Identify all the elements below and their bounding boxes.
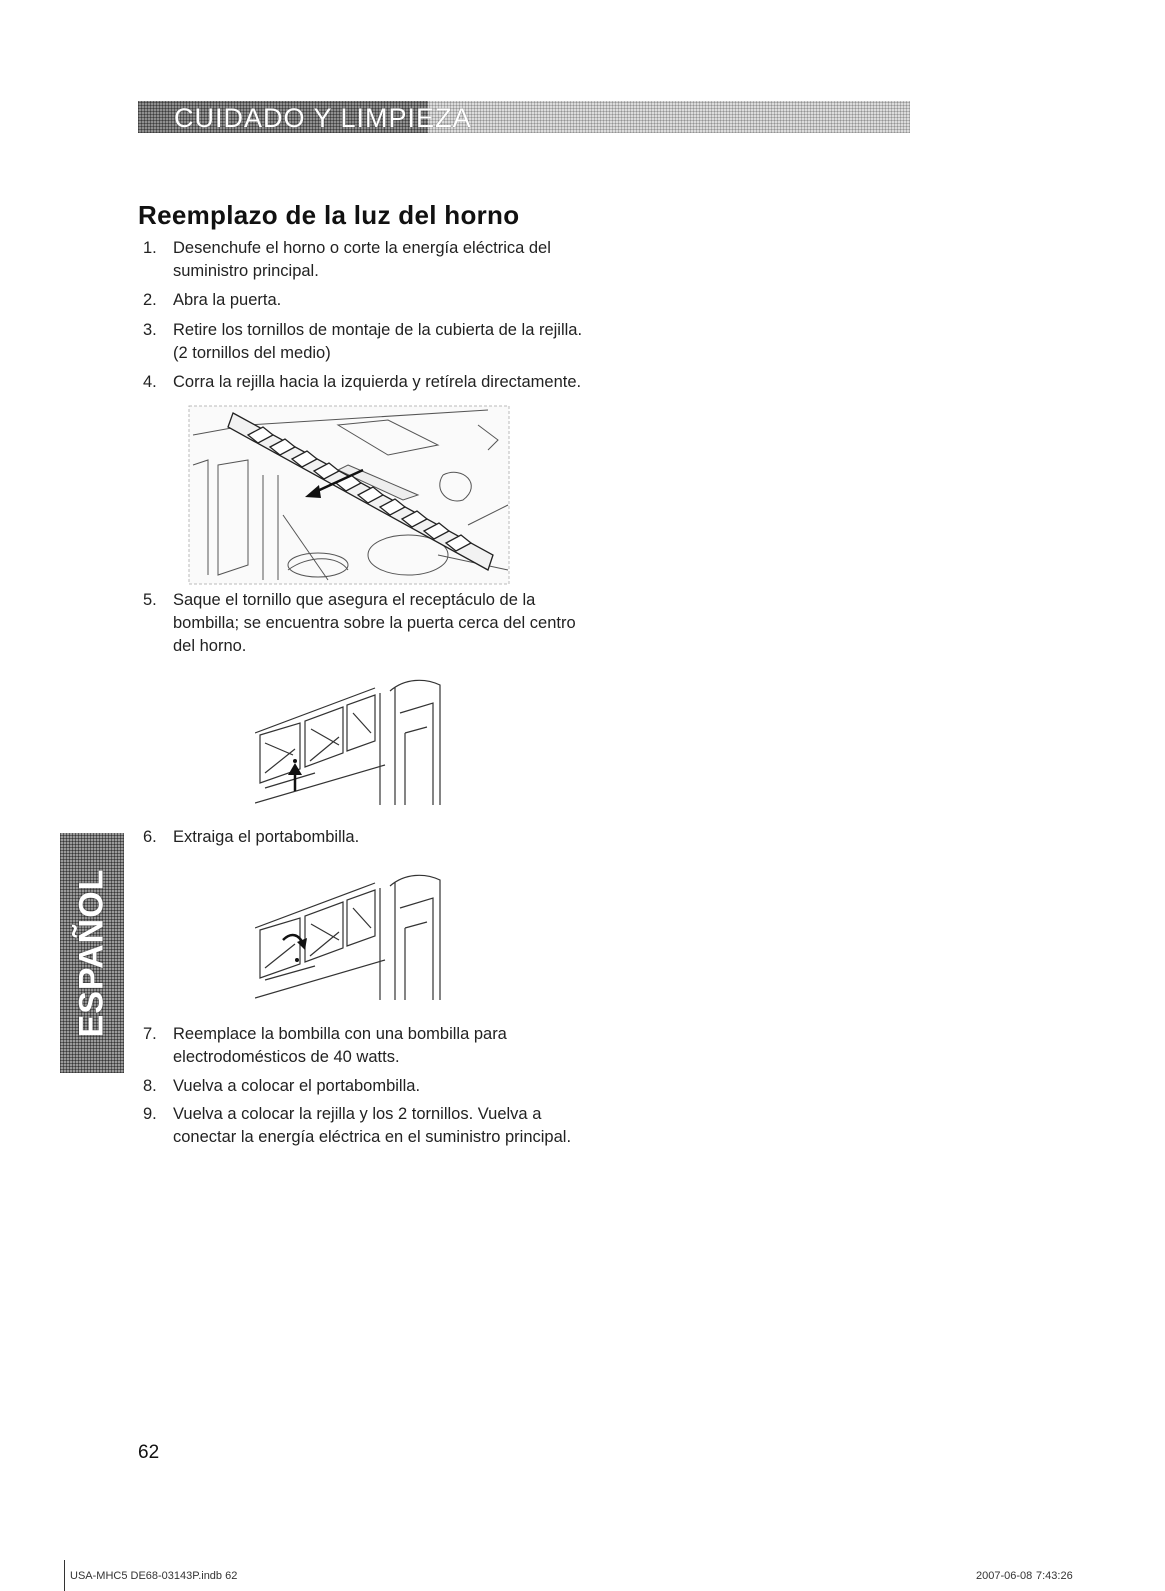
language-side-tab xyxy=(60,833,124,1073)
step-number: 4. xyxy=(143,373,157,391)
step-text: Retire los tornillos de montaje de la cubierta de la rejilla. (2 tornillos del medio) xyxy=(173,321,583,362)
language-label: ESPAÑOL xyxy=(72,868,111,1038)
step-text: Saque el tornillo que asegura el receptáculo de la bombilla; se encuentra sobre la puerta cerca del centro del horno. xyxy=(173,591,576,655)
step-1 xyxy=(143,237,583,283)
step-5 xyxy=(143,589,583,658)
step-number: 7. xyxy=(143,1025,157,1043)
step-text: Desenchufe el horno o corte la energía eléctrica del suministro principal. xyxy=(173,239,551,280)
step-6 xyxy=(143,826,583,849)
step-text: Vuelva a colocar el portabombilla. xyxy=(173,1077,421,1095)
section-header-title: CUIDADO Y LIMPIEZA xyxy=(174,103,472,133)
step-number: 1. xyxy=(143,239,157,257)
bulb-receptacle-screw-illustration xyxy=(255,673,450,813)
step-number: 3. xyxy=(143,321,157,339)
page-number: 62 xyxy=(138,1442,160,1463)
step-text: Reemplace la bombilla con una bombilla para electrodomésticos de 40 watts. xyxy=(173,1025,507,1066)
bulb-holder-removal-illustration xyxy=(255,868,450,1008)
step-text: Corra la rejilla hacia la izquierda y retírela directamente. xyxy=(173,373,582,391)
page-title: Reemplazo de la luz del horno xyxy=(138,200,520,230)
step-7 xyxy=(143,1023,583,1069)
step-9 xyxy=(143,1103,583,1149)
step-3 xyxy=(143,319,583,365)
step-4 xyxy=(143,371,583,394)
footer-crop-mark xyxy=(64,1560,65,1591)
footer-time: 7:43:26 xyxy=(1036,1570,1073,1582)
step-text: Vuelva a colocar la rejilla y los 2 tornillos. Vuelva a conectar la energía eléctrica en el suministro principal. xyxy=(173,1105,572,1146)
step-number: 6. xyxy=(143,828,157,846)
step-8 xyxy=(143,1075,583,1098)
footer-file-name: USA-MHC5 DE68-03143P.indb 62 xyxy=(70,1570,238,1582)
oven-rack-cover-illustration xyxy=(188,405,510,585)
step-number: 5. xyxy=(143,591,157,609)
step-number: 9. xyxy=(143,1105,157,1123)
footer-date: 2007-06-08 xyxy=(976,1570,1033,1582)
step-2 xyxy=(143,289,583,312)
step-number: 8. xyxy=(143,1077,157,1095)
step-text: Abra la puerta. xyxy=(173,291,282,309)
step-number: 2. xyxy=(143,291,157,309)
section-header-band xyxy=(138,101,910,133)
step-text: Extraiga el portabombilla. xyxy=(173,828,360,846)
